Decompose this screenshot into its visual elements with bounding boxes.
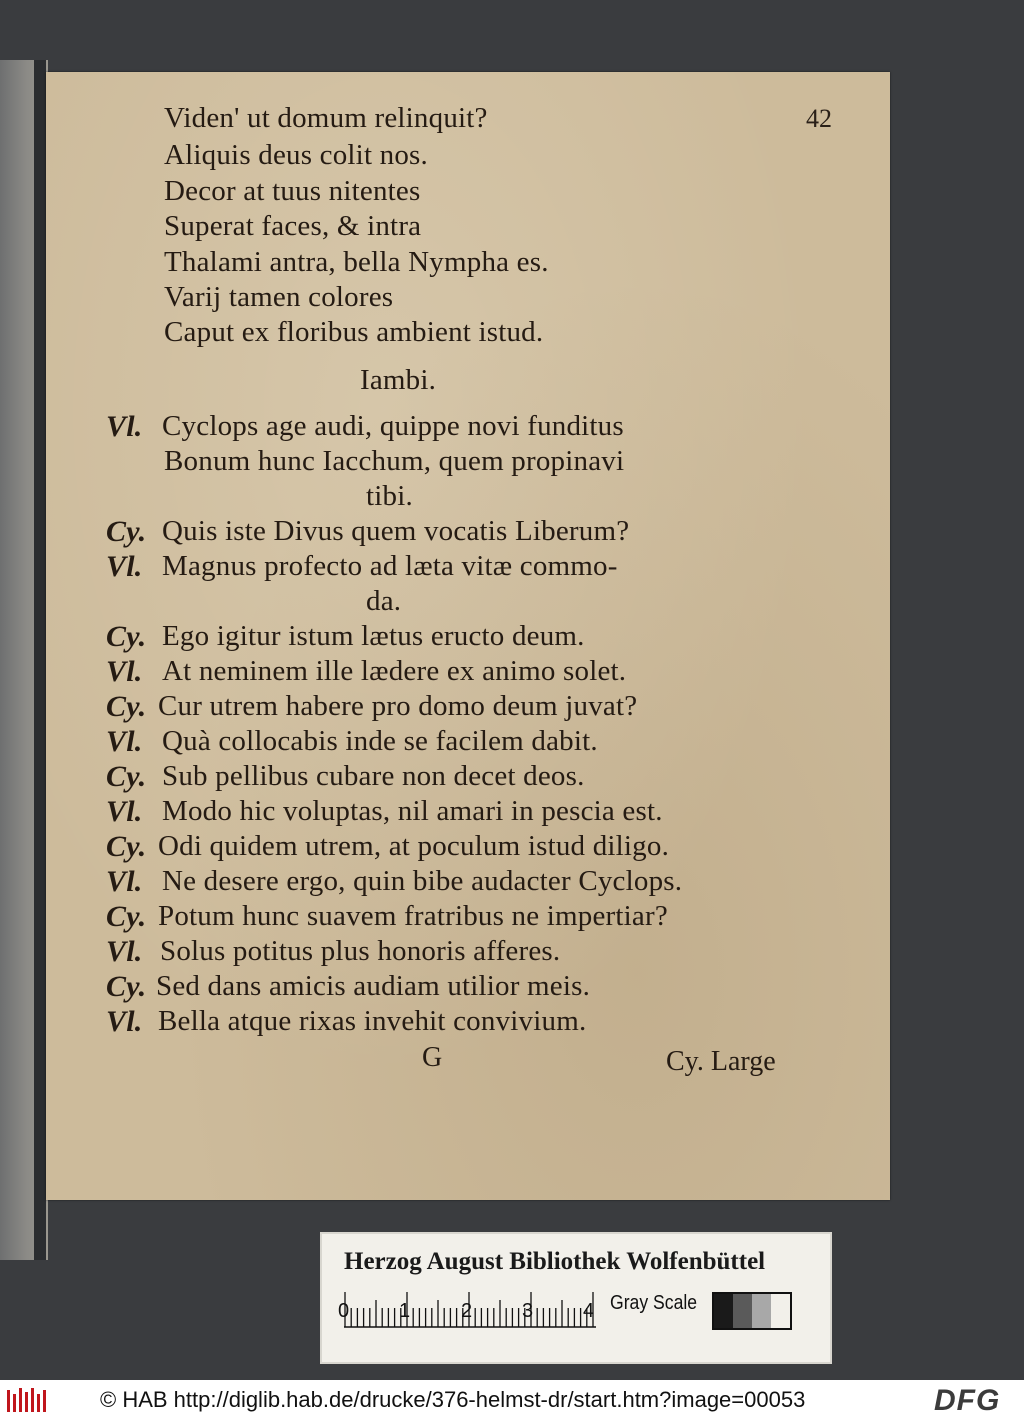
speaker-label: Vl. [106,935,143,968]
speaker-label: Cy. [106,900,147,933]
grayscale-label: Gray Scale [610,1292,698,1314]
dfg-logo: DFG [934,1384,1001,1417]
ruler-number: 4 [583,1300,595,1322]
speaker-label: Cy. [106,830,147,863]
speaker-label: Vl. [106,795,143,828]
copyright-url: © HAB http://diglib.hab.de/drucke/376-helmst-dr/start.htm?image=00053 [100,1387,806,1412]
library-color-scale-label [320,1232,832,1364]
verse-line: Varij tamen colores [164,281,394,313]
section-heading: Iambi. [360,364,437,396]
dialogue-line: Cur utrem habere pro domo deum juvat? [158,690,638,722]
grayscale-swatch [771,1294,790,1328]
speaker-label: Cy. [106,690,147,723]
dialogue-line: Potum hunc suavem fratribus ne impertiar? [158,900,668,932]
speaker-label: Cy. [106,620,147,653]
verse-line: Decor at tuus nitentes [164,175,421,207]
library-name: Herzog August Bibliothek Wolfenbüttel [344,1248,766,1275]
dialogue-line: Magnus profecto ad læta vitæ commo- [162,550,618,582]
dialogue-line: Sed dans amicis audiam utilior meis. [156,970,591,1002]
speaker-label: Vl. [106,410,143,443]
book-page [46,72,890,1200]
dialogue-line: Bella atque rixas invehit convivium. [158,1005,587,1037]
dialogue-line: Quis iste Divus quem vocatis Liberum? [162,515,630,547]
ruler-number: 2 [461,1300,473,1322]
grayscale-swatch [714,1294,733,1328]
footer-bar [0,1380,1024,1421]
speaker-label: Vl. [106,1005,143,1038]
catchword: Cy. Large [666,1046,776,1077]
verse-line: Superat faces, & intra [164,210,422,242]
speaker-label: Cy. [106,970,147,1003]
grayscale-swatch [752,1294,771,1328]
verse-line: Caput ex floribus ambient istud. [164,316,544,348]
page-number: 42 [806,104,832,133]
dialogue-line: At neminem ille lædere ex animo solet. [162,655,627,687]
dialogue-line: Ego igitur istum lætus eructo deum. [162,620,585,652]
speaker-label: Cy. [106,760,147,793]
dialogue-line: Odi quidem utrem, at poculum istud diligo. [158,830,670,862]
dialogue-line: Ne desere ergo, quin bibe audacter Cyclops. [162,865,683,897]
ruler-number: 3 [522,1300,534,1322]
dialogue-line: Quà collocabis inde se facilem dabit. [162,725,598,757]
dialogue-line: Cyclops age audi, quippe novi funditus [162,410,624,442]
ruler-number: 0 [338,1300,350,1322]
dialogue-line: Sub pellibus cubare non decet deos. [162,760,585,792]
hab-logo-icon [6,1386,48,1416]
dialogue-line: tibi. [366,480,413,512]
binding-shadow [34,60,46,1260]
dialogue-line: Solus potitus plus honoris afferes. [160,935,561,967]
speaker-label: Vl. [106,655,143,688]
verse-line: Aliquis deus colit nos. [164,139,428,171]
grayscale-bar [712,1292,792,1330]
verse-line: Thalami antra, bella Nympha es. [164,246,549,278]
dialogue-line: da. [366,585,402,617]
dialogue-line: Bonum hunc Iacchum, quem propinavi [164,445,625,477]
speaker-label: Cy. [106,515,147,548]
speaker-label: Vl. [106,725,143,758]
ruler-number: 1 [399,1300,411,1322]
grayscale-swatch [733,1294,752,1328]
speaker-label: Vl. [106,550,143,583]
dialogue-line: Modo hic voluptas, nil amari in pescia est. [162,795,663,827]
verse-line: Viden' ut domum relinquit? [164,102,488,134]
speaker-label: Vl. [106,865,143,898]
signature-mark: G [422,1042,443,1073]
